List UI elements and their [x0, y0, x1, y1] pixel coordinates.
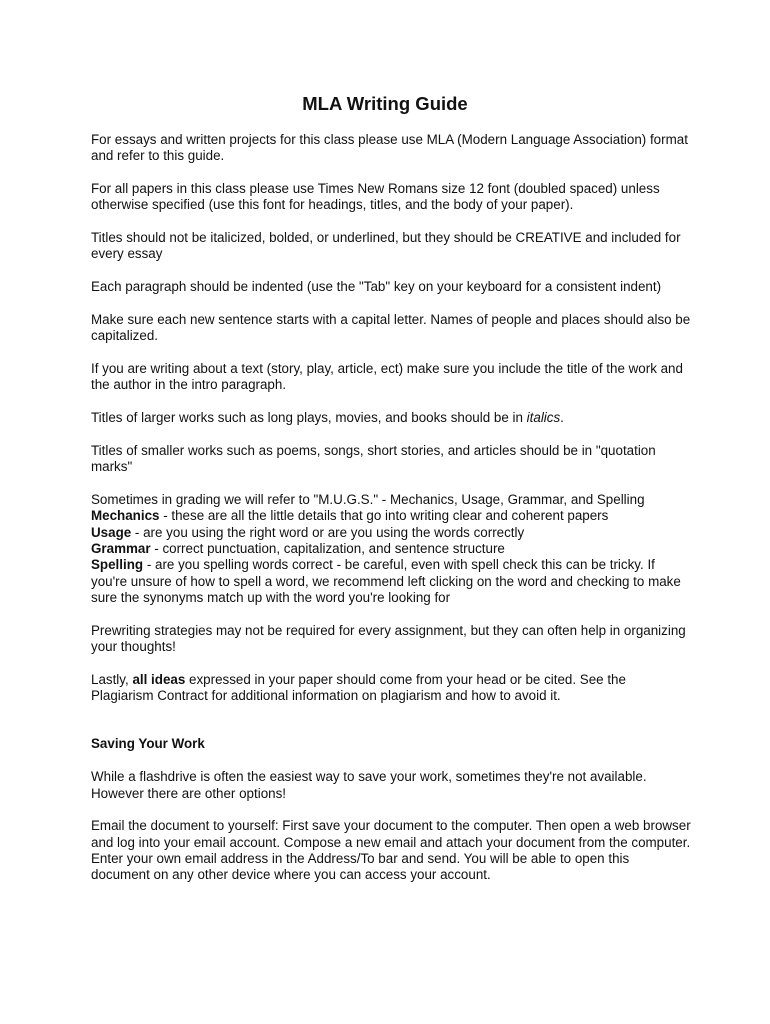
larger-works-end: .: [560, 410, 564, 426]
larger-works-text: Titles of larger works such as long plays, movies, and books should be in: [91, 410, 527, 426]
mugs-desc: - correct punctuation, capitalization, and sentence structure: [150, 541, 505, 557]
email-tip-paragraph: Email the document to yourself: First save your document to the computer. Then open a web browser and log into your email account. Compose a new email and attach your document from the computer. Enter your own email address in the Address/To bar and send. You will be able to open this document on any other device where you can access your account.: [91, 818, 691, 883]
italics-example: italics: [526, 410, 561, 426]
mugs-term: Mechanics: [91, 508, 160, 524]
indent-rule-paragraph: Each paragraph should be indented (use the "Tab" key on your keyboard for a consistent indent): [91, 279, 662, 295]
mugs-item-grammar: [91, 541, 691, 557]
mugs-desc: - are you spelling words correct - be careful, even with spell check this can be tricky. If you're unsure of how to spell a word, we recommend left clicking on the word and checking to make sure the synonyms match up with the word you're looking for: [91, 557, 681, 605]
saving-heading: Saving Your Work: [91, 736, 205, 752]
mugs-term: Usage: [91, 524, 132, 540]
page-title: MLA Writing Guide: [302, 93, 468, 114]
mugs-item-usage: [91, 525, 691, 541]
mugs-desc: - these are all the little details that go into writing clear and coherent papers: [159, 508, 609, 524]
font-rule-paragraph: For all papers in this class please use Times New Romans size 12 font (doubled spaced) unless otherwise specified (use this font for headings, titles, and the body of your paper).: [91, 181, 660, 213]
document-body: [91, 132, 691, 900]
mugs-intro: Sometimes in grading we will refer to "M.U.G.S." - Mechanics, Usage, Grammar, and Spelling: [91, 492, 645, 508]
lastly-start: Lastly,: [91, 671, 133, 687]
mugs-paragraph: [91, 492, 691, 606]
mugs-term: Spelling: [91, 557, 144, 573]
all-ideas-emphasis: all ideas: [132, 671, 186, 687]
intro-paragraph: For essays and written projects for this class please use MLA (Modern Language Association) format and refer to this guide.: [91, 132, 688, 164]
text-rule-paragraph: If you are writing about a text (story, play, article, ect) make sure you include the title of the work and the author in the intro paragraph.: [91, 361, 683, 393]
mugs-term: Grammar: [91, 541, 151, 557]
capital-rule-paragraph: Make sure each new sentence starts with a capital letter. Names of people and places should also be capitalized.: [91, 312, 691, 344]
smaller-works-paragraph: Titles of smaller works such as poems, songs, short stories, and articles should be in "quotation marks": [91, 443, 656, 475]
saving-intro-paragraph: While a flashdrive is often the easiest way to save your work, sometimes they're not available. However there are other options!: [91, 769, 647, 801]
titles-rule-paragraph: Titles should not be italicized, bolded, or underlined, but they should be CREATIVE and included for every essay: [91, 230, 681, 262]
lastly-paragraph: [91, 672, 691, 705]
prewriting-paragraph: Prewriting strategies may not be required for every assignment, but they can often help in organizing your thoughts!: [91, 622, 686, 655]
larger-works-paragraph: [91, 410, 691, 426]
mugs-desc: - are you using the right word or are you using the words correctly: [131, 524, 525, 540]
mugs-item-spelling: [91, 557, 691, 606]
mugs-item-mechanics: [91, 508, 691, 524]
lastly-end: expressed in your paper should come from your head or be cited. See the Plagiarism Contract for additional information on plagiarism and how to avoid it.: [91, 671, 626, 704]
